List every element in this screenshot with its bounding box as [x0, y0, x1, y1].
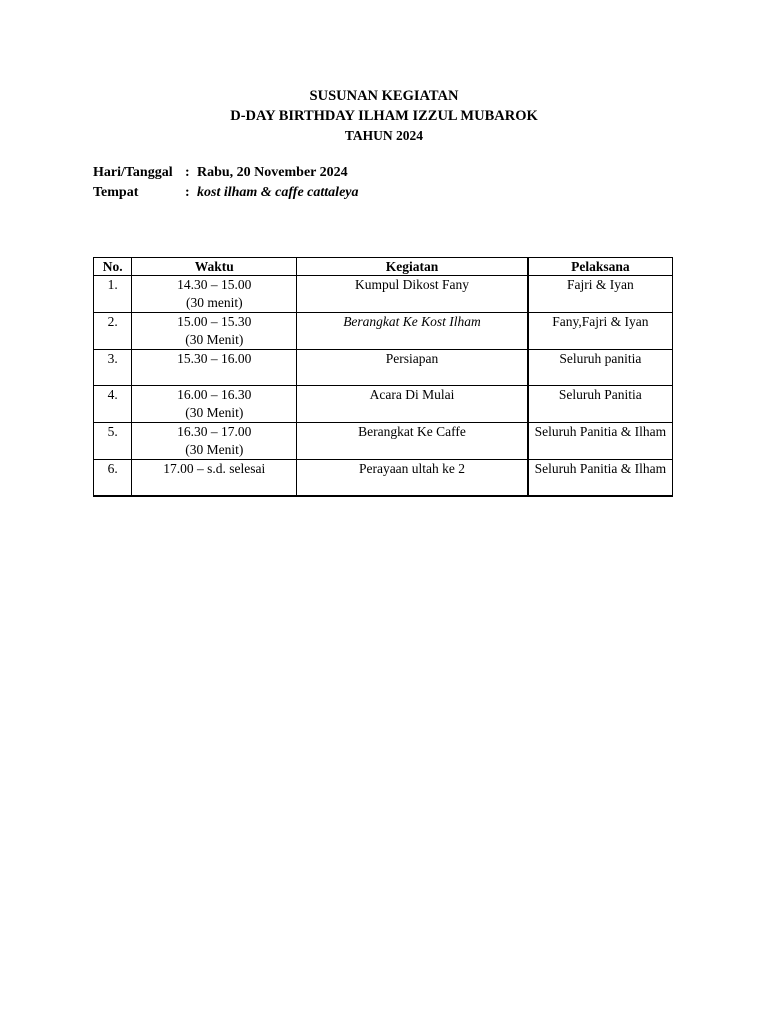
table-row [94, 423, 673, 460]
table-row [94, 313, 673, 350]
row-no: 1. [94, 276, 132, 313]
schedule-table [93, 257, 673, 497]
row-pelaksana: Fany,Fajri & Iyan [528, 313, 673, 350]
date-label: Hari/Tanggal [93, 165, 173, 180]
place-separator: : [185, 185, 190, 200]
time-range: 17.00 – s.d. selesai [163, 461, 266, 476]
date-row [93, 163, 359, 183]
row-pelaksana: Fajri & Iyan [528, 276, 673, 313]
row-kegiatan: Persiapan [297, 350, 528, 386]
row-no: 2. [94, 313, 132, 350]
title-line-2: D-DAY BIRTHDAY ILHAM IZZUL MUBAROK [230, 108, 538, 124]
table-row [94, 460, 673, 497]
table-row [94, 350, 673, 386]
place-row [93, 183, 359, 203]
duration: (30 menit) [185, 295, 243, 310]
place-label: Tempat [93, 185, 139, 200]
time-range: 16.00 – 16.30 [177, 387, 252, 402]
document-title [0, 86, 768, 146]
header-pelaksana: Pelaksana [528, 258, 673, 276]
row-no: 3. [94, 350, 132, 386]
date-separator: : [185, 165, 190, 180]
header-waktu: Waktu [132, 258, 297, 276]
title-line-1: SUSUNAN KEGIATAN [309, 88, 459, 104]
title-line-3: TAHUN 2024 [344, 128, 424, 143]
row-pelaksana: Seluruh Panitia [528, 386, 673, 423]
row-pelaksana: Seluruh Panitia & Ilham [528, 460, 673, 497]
duration: (30 Menit) [185, 332, 244, 347]
date-value: Rabu, 20 November 2024 [197, 165, 348, 180]
row-waktu [132, 350, 297, 386]
table-row [94, 276, 673, 313]
table-header-row [94, 258, 673, 276]
row-kegiatan: Kumpul Dikost Fany [297, 276, 528, 313]
row-pelaksana: Seluruh Panitia & Ilham [528, 423, 673, 460]
row-pelaksana: Seluruh panitia [528, 350, 673, 386]
row-no: 5. [94, 423, 132, 460]
time-range: 15.00 – 15.30 [177, 314, 252, 329]
place-value: kost ilham & caffe cattaleya [197, 185, 359, 200]
row-waktu [132, 423, 297, 460]
header-kegiatan: Kegiatan [297, 258, 528, 276]
time-range: 14.30 – 15.00 [177, 277, 252, 292]
row-kegiatan: Perayaan ultah ke 2 [297, 460, 528, 497]
row-no: 6. [94, 460, 132, 497]
duration: (30 Menit) [185, 405, 244, 420]
table-row [94, 386, 673, 423]
header-no: No. [94, 258, 132, 276]
row-kegiatan: Berangkat Ke Caffe [297, 423, 528, 460]
time-range: 16.30 – 17.00 [177, 424, 252, 439]
event-info [93, 163, 359, 203]
row-waktu [132, 386, 297, 423]
row-waktu [132, 313, 297, 350]
row-no: 4. [94, 386, 132, 423]
duration: (30 Menit) [185, 442, 244, 457]
row-kegiatan: Berangkat Ke Kost Ilham [297, 313, 528, 350]
time-range: 15.30 – 16.00 [177, 351, 252, 366]
row-waktu [132, 460, 297, 497]
row-kegiatan: Acara Di Mulai [297, 386, 528, 423]
row-waktu [132, 276, 297, 313]
